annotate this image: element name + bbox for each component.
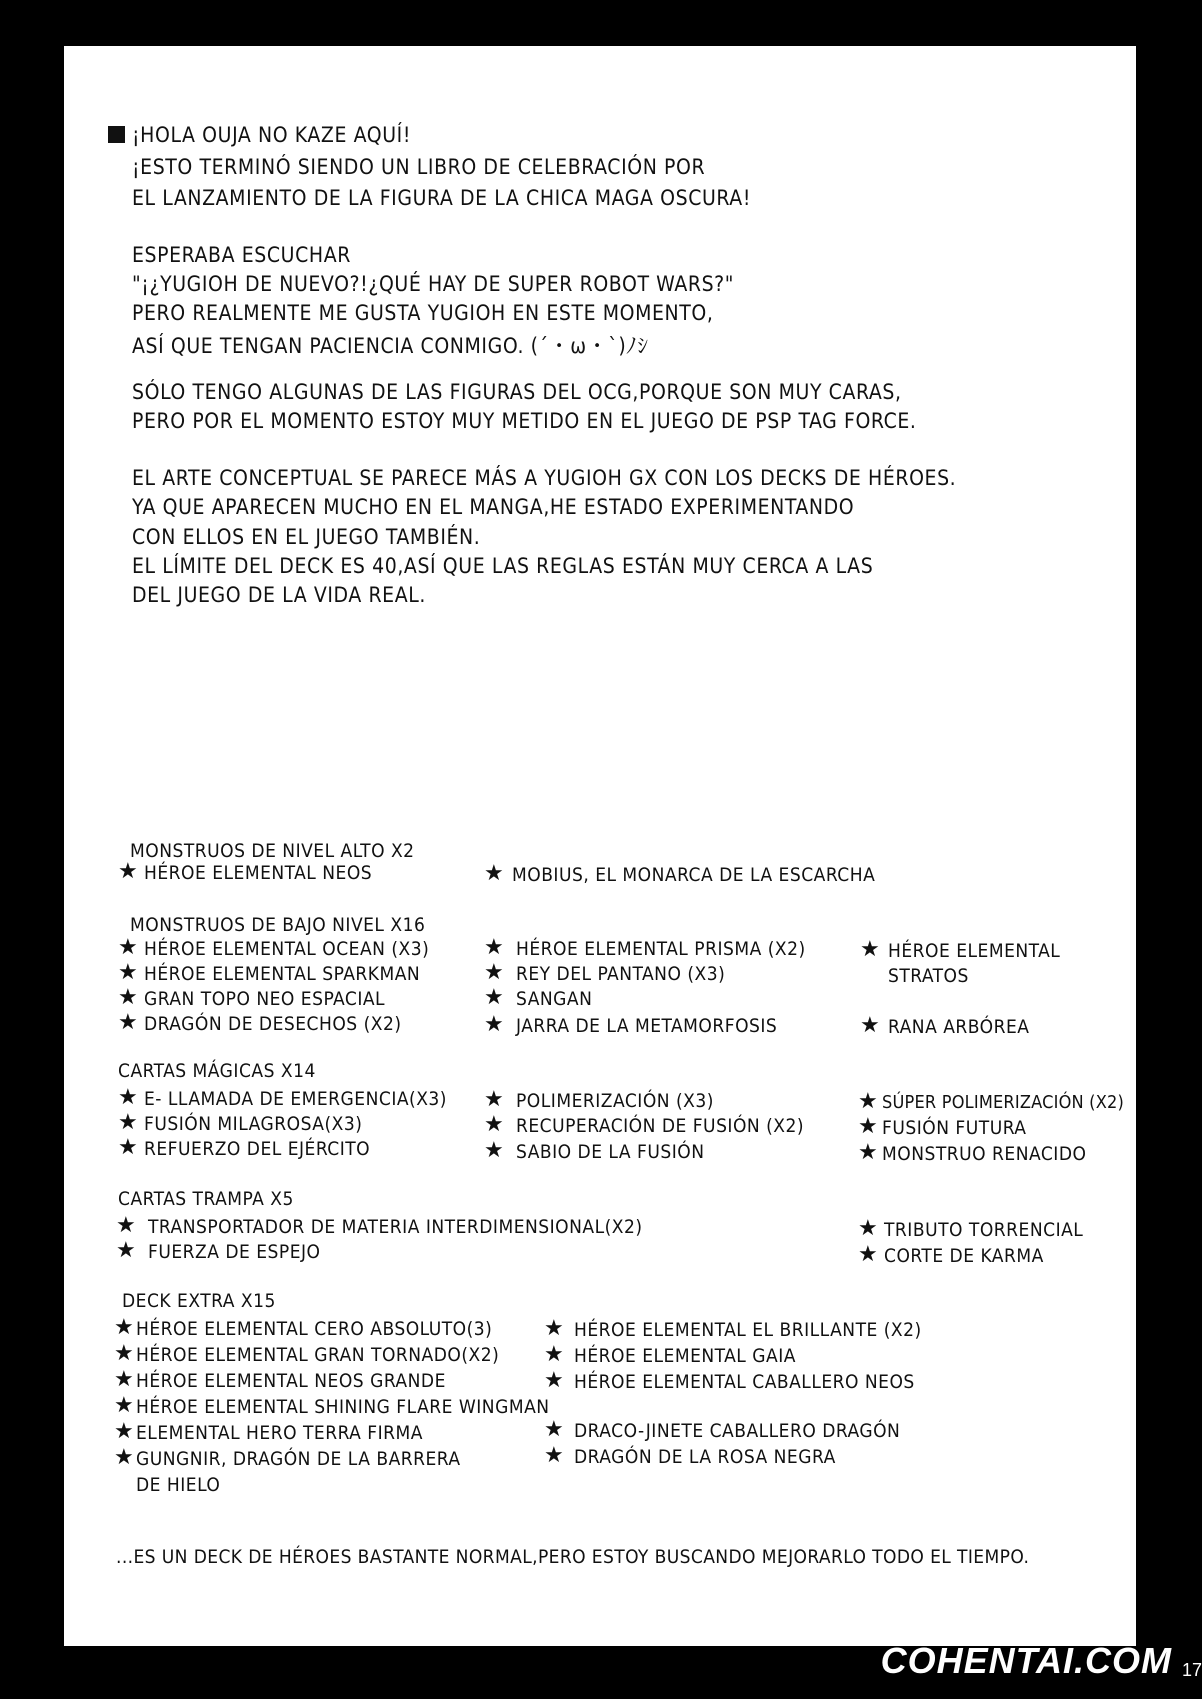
star-icon: ★: [860, 1013, 880, 1038]
card-item: HÉROE ELEMENTAL SHINING FLARE WINGMAN: [136, 1396, 550, 1418]
intro-line: PERO POR EL MOMENTO ESTOY MUY METIDO EN EL JUEGO DE PSP TAG FORCE.: [132, 409, 917, 433]
closing-text: ...ES UN DECK DE HÉROES BASTANTE NORMAL,PERO ESTOY BUSCANDO MEJORARLO TODO EL TIEMPO.: [116, 1546, 1030, 1568]
card-item: HÉROE ELEMENTAL SPARKMAN: [144, 963, 421, 985]
intro-line: EL ARTE CONCEPTUAL SE PARECE MÁS A YUGIOH GX CON LOS DECKS DE HÉROES.: [132, 466, 957, 490]
card-item: FUERZA DE ESPEJO: [148, 1241, 321, 1263]
card-item: HÉROE ELEMENTAL PRISMA (X2): [516, 938, 806, 960]
star-icon: ★: [544, 1342, 564, 1367]
star-icon: ★: [118, 1010, 138, 1035]
star-icon: ★: [858, 1242, 878, 1267]
site-watermark: COHENTAI.COM: [880, 1640, 1172, 1681]
star-icon: ★: [118, 985, 138, 1010]
intro-line: CON ELLOS EN EL JUEGO TAMBIÉN.: [132, 525, 481, 549]
card-item: SANGAN: [516, 988, 593, 1010]
star-icon: ★: [544, 1417, 564, 1442]
star-icon: ★: [114, 1315, 134, 1340]
card-item: GRAN TOPO NEO ESPACIAL: [144, 988, 386, 1010]
card-item: TRANSPORTADOR DE MATERIA INTERDIMENSIONAL(X2): [148, 1216, 643, 1238]
star-icon: ★: [858, 1140, 878, 1165]
intro-line: ¡ESTO TERMINÓ SIENDO UN LIBRO DE CELEBRACIÓN POR: [132, 155, 706, 179]
star-icon: ★: [118, 960, 138, 985]
star-icon: ★: [860, 937, 880, 962]
star-icon: ★: [484, 935, 504, 960]
card-item: HÉROE ELEMENTAL CABALLERO NEOS: [574, 1371, 915, 1393]
card-item: HÉROE ELEMENTAL NEOS: [144, 862, 373, 884]
star-icon: ★: [544, 1443, 564, 1468]
star-icon: ★: [118, 935, 138, 960]
card-item-continued: STRATOS: [888, 965, 969, 987]
card-item: MOBIUS, EL MONARCA DE LA ESCARCHA: [512, 864, 876, 886]
intro-line: DEL JUEGO DE LA VIDA REAL.: [132, 583, 426, 607]
star-icon: ★: [484, 985, 504, 1010]
card-item: SÚPER POLIMERIZACIÓN (X2): [882, 1092, 1125, 1113]
card-item: MONSTRUO RENACIDO: [882, 1143, 1087, 1165]
section-heading-magic: CARTAS MÁGICAS X14: [118, 1060, 316, 1082]
card-item: RANA ARBÓREA: [888, 1016, 1030, 1038]
intro-line: EL LANZAMIENTO DE LA FIGURA DE LA CHICA MAGA OSCURA!: [132, 186, 751, 210]
card-item: HÉROE ELEMENTAL EL BRILLANTE (X2): [574, 1319, 922, 1341]
card-item: HÉROE ELEMENTAL: [888, 940, 1061, 962]
star-icon: ★: [114, 1393, 134, 1418]
star-icon: ★: [484, 861, 504, 886]
card-item: HÉROE ELEMENTAL OCEAN (X3): [144, 938, 430, 960]
intro-line: ASÍ QUE TENGAN PACIENCIA CONMIGO. (´・ω・`)ﾉｼ: [132, 334, 649, 358]
section-heading-high-level: MONSTRUOS DE NIVEL ALTO X2: [130, 840, 415, 862]
star-icon: ★: [484, 960, 504, 985]
star-icon: ★: [544, 1368, 564, 1393]
star-icon: ★: [118, 1085, 138, 1110]
star-icon: ★: [484, 1138, 504, 1163]
card-item: REY DEL PANTANO (X3): [516, 963, 726, 985]
card-item: TRIBUTO TORRENCIAL: [884, 1219, 1084, 1241]
card-item: DRACO-JINETE CABALLERO DRAGÓN: [574, 1420, 901, 1442]
star-icon: ★: [484, 1112, 504, 1137]
card-item: DRAGÓN DE DESECHOS (X2): [144, 1013, 402, 1035]
star-icon: ★: [118, 1110, 138, 1135]
star-icon: ★: [544, 1316, 564, 1341]
intro-line: YA QUE APARECEN MUCHO EN EL MANGA,HE ESTADO EXPERIMENTANDO: [132, 495, 855, 519]
star-icon: ★: [484, 1012, 504, 1037]
section-heading-trap: CARTAS TRAMPA X5: [118, 1188, 294, 1210]
card-item: POLIMERIZACIÓN (X3): [516, 1090, 714, 1112]
star-icon: ★: [858, 1089, 878, 1114]
star-icon: ★: [114, 1341, 134, 1366]
section-heading-extra: DECK EXTRA X15: [122, 1290, 276, 1312]
card-item: FUSIÓN MILAGROSA(X3): [144, 1113, 363, 1135]
card-item: E- LLAMADA DE EMERGENCIA(X3): [144, 1088, 447, 1110]
star-icon: ★: [484, 1087, 504, 1112]
star-icon: ★: [858, 1114, 878, 1139]
card-item: HÉROE ELEMENTAL CERO ABSOLUTO(3): [136, 1318, 493, 1340]
card-item-continued: DE HIELO: [136, 1474, 221, 1496]
card-item: RECUPERACIÓN DE FUSIÓN (X2): [516, 1115, 805, 1137]
card-item: JARRA DE LA METAMORFOSIS: [516, 1015, 778, 1037]
intro-line: "¡¿YUGIOH DE NUEVO?!¿QUÉ HAY DE SUPER ROBOT WARS?": [132, 272, 735, 296]
card-item: CORTE DE KARMA: [884, 1245, 1044, 1267]
star-icon: ★: [118, 1135, 138, 1160]
intro-line: SÓLO TENGO ALGUNAS DE LAS FIGURAS DEL OCG,PORQUE SON MUY CARAS,: [132, 380, 902, 404]
intro-line: ¡HOLA OUJA NO KAZE AQUÍ!: [132, 123, 411, 147]
star-icon: ★: [114, 1367, 134, 1392]
header-square-bullet: [108, 126, 125, 143]
page-number: 17: [1182, 1660, 1202, 1680]
intro-line: PERO REALMENTE ME GUSTA YUGIOH EN ESTE MOMENTO,: [132, 301, 714, 325]
section-heading-low-level: MONSTRUOS DE BAJO NIVEL X16: [130, 914, 426, 936]
card-item: HÉROE ELEMENTAL GRAN TORNADO(X2): [136, 1344, 500, 1366]
star-icon: ★: [114, 1419, 134, 1444]
card-item: DRAGÓN DE LA ROSA NEGRA: [574, 1446, 836, 1468]
star-icon: ★: [858, 1216, 878, 1241]
star-icon: ★: [116, 1213, 136, 1238]
card-item: HÉROE ELEMENTAL GAIA: [574, 1345, 796, 1367]
intro-line: EL LÍMITE DEL DECK ES 40,ASÍ QUE LAS REGLAS ESTÁN MUY CERCA A LAS: [132, 554, 874, 578]
card-item: GUNGNIR, DRAGÓN DE LA BARRERA: [136, 1448, 461, 1470]
card-item: REFUERZO DEL EJÉRCITO: [144, 1138, 371, 1160]
intro-line: ESPERABA ESCUCHAR: [132, 243, 351, 267]
star-icon: ★: [114, 1445, 134, 1470]
card-item: FUSIÓN FUTURA: [882, 1117, 1027, 1139]
star-icon: ★: [118, 859, 138, 884]
card-item: HÉROE ELEMENTAL NEOS GRANDE: [136, 1370, 446, 1392]
star-icon: ★: [116, 1238, 136, 1263]
card-item: ELEMENTAL HERO TERRA FIRMA: [136, 1422, 423, 1444]
card-item: SABIO DE LA FUSIÓN: [516, 1141, 705, 1163]
